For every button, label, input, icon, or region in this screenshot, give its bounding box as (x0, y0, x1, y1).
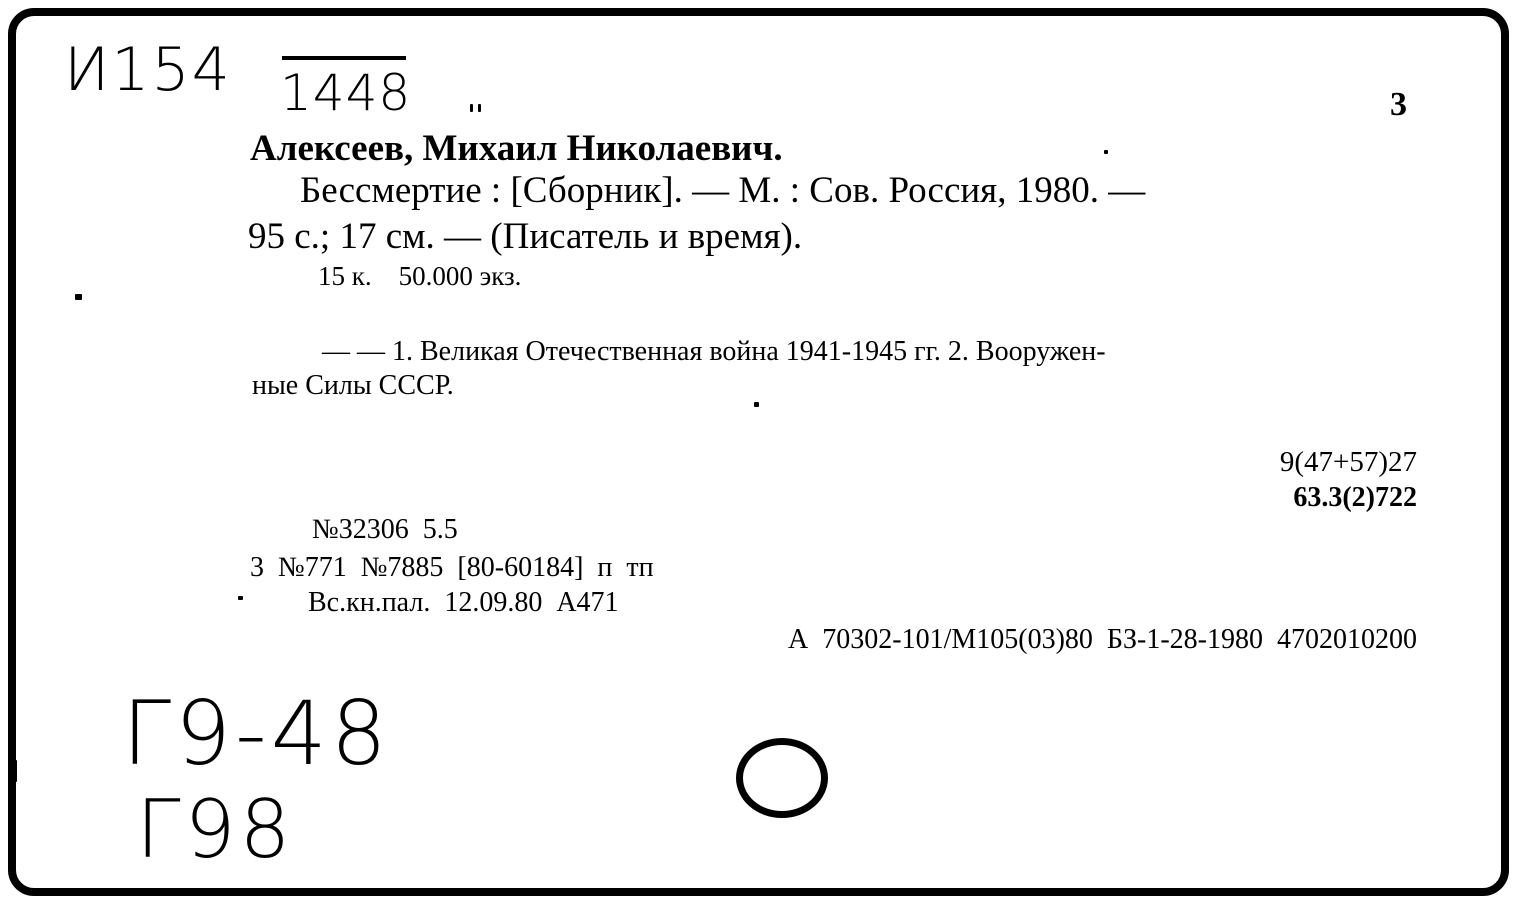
price-edition-line: 15 к. 50.000 экз. (318, 261, 522, 291)
scan-speck (470, 104, 473, 112)
catalog-info-line-3: Вс.кн.пал. 12.09.80 А471 (308, 587, 619, 618)
catalog-info-line-4: А 70302-101/М105(03)80 БЗ-1-28-1980 4702010200 (788, 624, 1417, 655)
scan-speck (1104, 150, 1108, 154)
title-imprint-line: Бессмертие : [Сборник]. — М. : Сов. Россия, 1980. — (300, 170, 1146, 211)
scan-speck (754, 402, 759, 407)
scan-speck (238, 596, 243, 600)
scan-speck (75, 294, 82, 300)
classification-bbk: 63.3(2)722 (1293, 482, 1417, 513)
catalog-info-line-1: №32306 5.5 (312, 514, 458, 545)
catalog-info-line-2: 3 №771 №7885 [80-60184] п тп (250, 552, 654, 583)
circle-mark-icon (736, 738, 828, 818)
scan-speck (478, 104, 481, 112)
call-number-overline (282, 56, 406, 60)
handwritten-shelf-mark-2: Г98 (136, 783, 295, 876)
author-heading: Алексеев, Михаил Николаевич. (250, 128, 783, 169)
scan-speck (12, 760, 17, 782)
card-number: 3 (1390, 86, 1407, 123)
classification-udc: 9(47+57)27 (1279, 446, 1417, 478)
handwritten-shelf-mark-1: Г9-48 (122, 682, 391, 785)
handwritten-call-number-a: И154 (64, 35, 232, 105)
handwritten-call-number-b: 1448 (280, 64, 412, 122)
subjects-line-1: — — 1. Великая Отечественная война 1941-1945 гг. 2. Вооружен- (322, 336, 1106, 367)
physical-description-line: 95 с.; 17 см. — (Писатель и время). (248, 216, 803, 257)
subjects-line-2: ные Силы СССР. (252, 370, 454, 401)
